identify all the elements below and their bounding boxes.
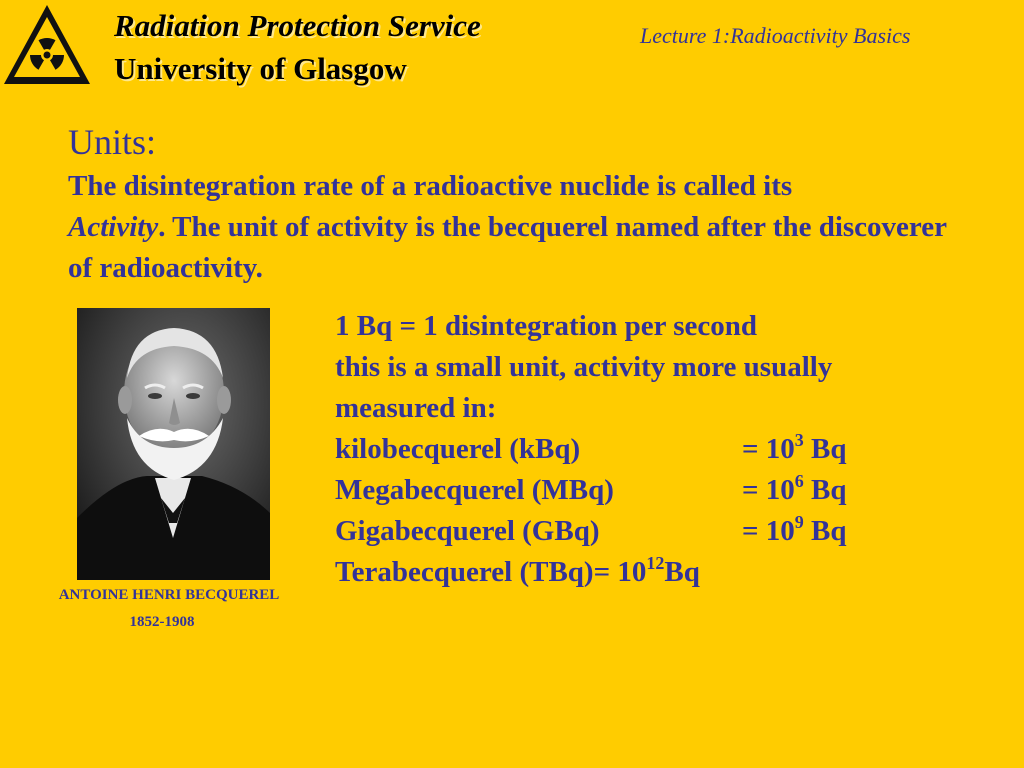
intro-text-after: . The unit of activity is the becquerel named after the discoverer of radioactivity. [68,211,947,284]
unit-row-mbq [335,470,985,511]
becquerel-portrait [77,308,270,580]
definition-line: measured in: [335,392,497,424]
definition-line: 1 Bq = 1 disintegration per second [335,310,758,342]
portrait-caption-years: 1852-1908 [129,614,195,630]
unit-name: Gigabecquerel (GBq) [335,515,600,547]
unit-value: = $10^6$ Bq [742,471,847,506]
definitions-block [335,306,985,593]
intro-text-before: The disintegration rate of a radioactive nuclide is called its [68,170,793,202]
definition-line: this is a small unit, activity more usually [335,351,833,383]
unit-row-tbq [335,552,985,593]
unit-row-gbq [335,511,985,552]
unit-name: Terabecquerel (TBq) [335,556,594,588]
intro-paragraph [68,166,968,289]
unit-row-kbq [335,429,985,470]
service-title: Radiation Protection Service [114,8,481,43]
unit-value: = $10^{12}Bq$ [593,553,700,588]
unit-value: = $10^9$ Bq [742,512,847,547]
unit-name: Megabecquerel (MBq) [335,474,614,506]
unit-value: = $10^3$ Bq [742,430,847,465]
university-title: University of Glasgow [114,51,407,86]
portrait-caption-name: ANTOINE HENRI BECQUEREL [58,587,280,603]
activity-term: Activity [68,211,159,243]
unit-name: kilobecquerel (kBq) [335,433,581,465]
lecture-title: Lecture 1:Radioactivity Basics [640,23,911,48]
radiation-warning-icon [0,0,94,90]
section-heading: Units: [68,122,157,162]
